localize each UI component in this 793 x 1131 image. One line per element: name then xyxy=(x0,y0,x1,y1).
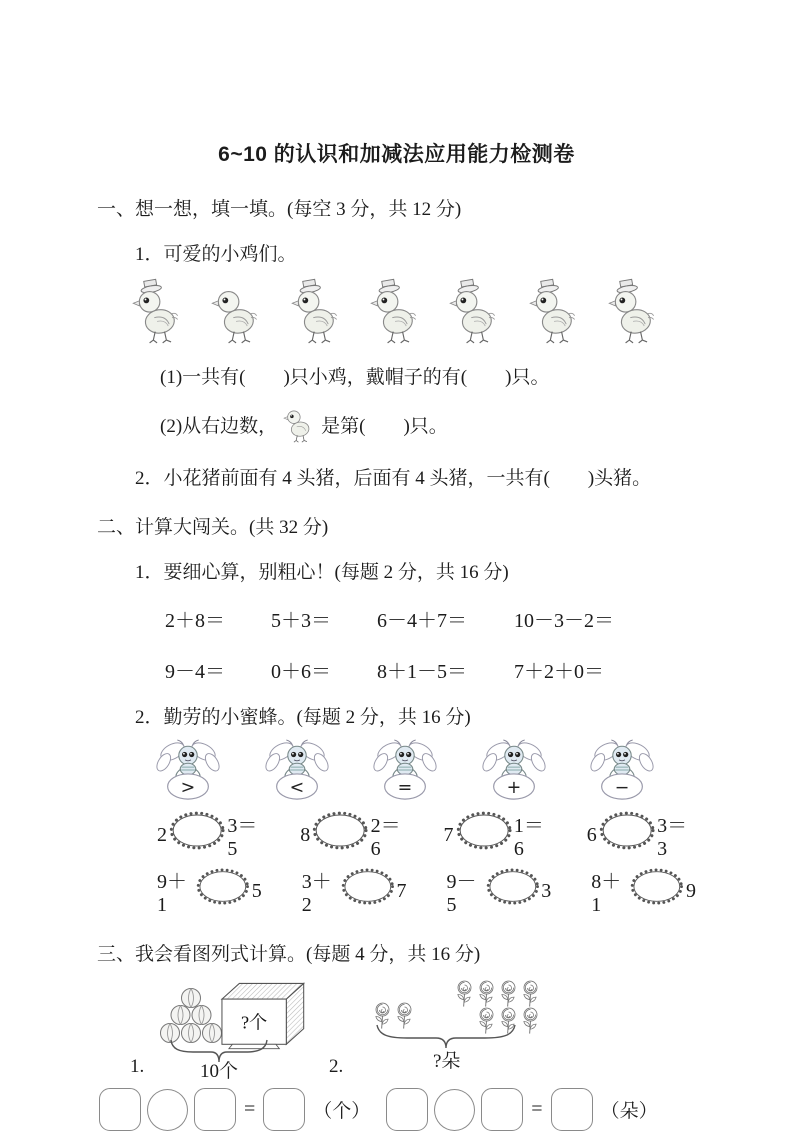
chick-icon xyxy=(368,278,424,348)
fill-equation xyxy=(157,865,262,917)
bee-icon xyxy=(147,739,229,803)
answer-box[interactable] xyxy=(551,1088,593,1131)
fill-right: 3 xyxy=(541,879,552,902)
chick-icon xyxy=(130,278,186,348)
q1-unit-label: （个） xyxy=(313,1101,371,1122)
chick-icon xyxy=(209,278,265,348)
equation[interactable]: 2＋8＝ xyxy=(165,610,225,632)
equation[interactable]: 7＋2＋0＝ xyxy=(514,661,604,683)
answer-box[interactable] xyxy=(386,1088,428,1131)
fill-row-1 xyxy=(157,809,696,861)
section-two-heading: 二、计算大闯关。(共 32 分) xyxy=(97,517,329,538)
bee-operator: < xyxy=(289,777,304,798)
fill-right: 2＝6 xyxy=(370,815,401,860)
q2-total-label: ?朵 xyxy=(433,1051,461,1072)
answer-oval[interactable] xyxy=(168,809,226,852)
chick-icon xyxy=(527,278,583,348)
chick-icon xyxy=(606,278,662,348)
equals-sign: = xyxy=(244,1098,256,1120)
fill-left: 3＋2 xyxy=(301,871,332,916)
answer-box[interactable] xyxy=(99,1088,141,1131)
answer-box[interactable] xyxy=(481,1088,523,1131)
chick-icon xyxy=(289,278,345,348)
answer-operator-oval[interactable] xyxy=(434,1089,475,1131)
fill-equation xyxy=(300,809,409,861)
question-1-2-before: (2)从右边数， xyxy=(160,415,278,437)
fill-left: 9－5 xyxy=(446,871,477,916)
bee-operator: + xyxy=(506,777,521,798)
fill-right: 1＝6 xyxy=(513,815,544,860)
equation[interactable]: 6－4＋7＝ xyxy=(377,610,467,632)
answer-oval[interactable] xyxy=(485,865,541,908)
bee-operator: = xyxy=(397,777,413,798)
fill-equation xyxy=(587,809,696,861)
calc-label: 1．要细心算，别粗心！(每题 2 分，共 16 分) xyxy=(135,562,509,583)
answer-oval[interactable] xyxy=(340,865,396,908)
bee-icon xyxy=(256,739,338,803)
equations-row-1 xyxy=(165,604,696,633)
answer-oval[interactable] xyxy=(629,865,685,908)
fill-equation xyxy=(302,865,407,917)
bee-icon xyxy=(473,739,555,803)
fill-equation xyxy=(157,809,266,861)
section-three-heading: 三、我会看图列式计算。(每题 4 分，共 16 分) xyxy=(97,944,481,965)
question-1-2-after: 是第( )只。 xyxy=(321,415,448,437)
equation[interactable]: 8＋1－5＝ xyxy=(377,661,467,683)
fill-left: 8 xyxy=(300,823,311,846)
q2-answer-group xyxy=(386,1088,659,1131)
fill-left: 6 xyxy=(586,823,597,846)
answer-oval[interactable] xyxy=(455,809,513,852)
page-title: 6~10 的认识和加减法应用能力检测卷 xyxy=(218,143,575,166)
answer-row xyxy=(99,1088,696,1131)
chick-icon xyxy=(447,278,503,348)
fill-equation xyxy=(447,865,552,917)
bee-icon xyxy=(364,739,446,803)
fill-row-2 xyxy=(157,865,696,917)
flower-icon xyxy=(455,978,474,1011)
equation[interactable]: 5＋3＝ xyxy=(271,610,331,632)
q2-unit-label: （朵） xyxy=(600,1101,658,1122)
bee-operator: > xyxy=(180,777,196,798)
chicks-row xyxy=(130,278,662,348)
fill-right: 3＝5 xyxy=(227,815,258,860)
bees-label: 2．勤劳的小蜜蜂。(每题 2 分，共 16 分) xyxy=(135,707,471,728)
answer-oval[interactable] xyxy=(311,809,369,852)
box-question-label: ?个 xyxy=(240,1012,268,1033)
fill-left: 9＋1 xyxy=(157,871,187,916)
equals-sign: = xyxy=(531,1098,543,1120)
equation[interactable]: 10－3－2＝ xyxy=(514,610,614,632)
answer-oval[interactable] xyxy=(598,809,656,852)
chick-icon xyxy=(281,403,317,445)
section-one-heading: 一、想一想，填一填。(每空 3 分，共 12 分) xyxy=(97,199,462,220)
q1-total-label: 10个 xyxy=(200,1061,239,1082)
fill-right: 7 xyxy=(396,879,407,902)
fill-left: 8＋1 xyxy=(591,871,622,916)
question-1-2 xyxy=(160,403,696,445)
answer-box[interactable] xyxy=(194,1088,236,1131)
item-1-label: 1．可爱的小鸡们。 xyxy=(135,244,297,265)
equation[interactable]: 9－4＝ xyxy=(165,661,225,683)
item-2-text: 2．小花猪前面有 4 头猪，后面有 4 头猪，一共有( )头猪。 xyxy=(135,468,652,489)
flower-icon xyxy=(521,1005,540,1038)
fill-left: 2 xyxy=(157,823,167,846)
picture-problems xyxy=(97,972,696,1084)
question-1-1: (1)一共有( )只小鸡，戴帽子的有( )只。 xyxy=(160,367,550,388)
q1-number: 1. xyxy=(130,1056,145,1077)
answer-box[interactable] xyxy=(263,1088,305,1131)
bee-icon xyxy=(581,739,663,803)
fill-right: 5 xyxy=(251,879,262,902)
fill-equation xyxy=(591,865,696,917)
fill-left: 7 xyxy=(443,823,454,846)
bees-row xyxy=(147,739,663,803)
fill-equation xyxy=(444,809,553,861)
answer-operator-oval[interactable] xyxy=(147,1089,188,1131)
q1-answer-group xyxy=(99,1088,372,1131)
bee-operator: − xyxy=(614,777,630,798)
fill-right: 3＝3 xyxy=(657,815,688,860)
q2-number: 2. xyxy=(329,1056,344,1077)
fill-right: 9 xyxy=(686,879,696,902)
equations-row-2 xyxy=(165,655,696,684)
equation[interactable]: 0＋6＝ xyxy=(271,661,331,683)
answer-oval[interactable] xyxy=(195,865,251,908)
